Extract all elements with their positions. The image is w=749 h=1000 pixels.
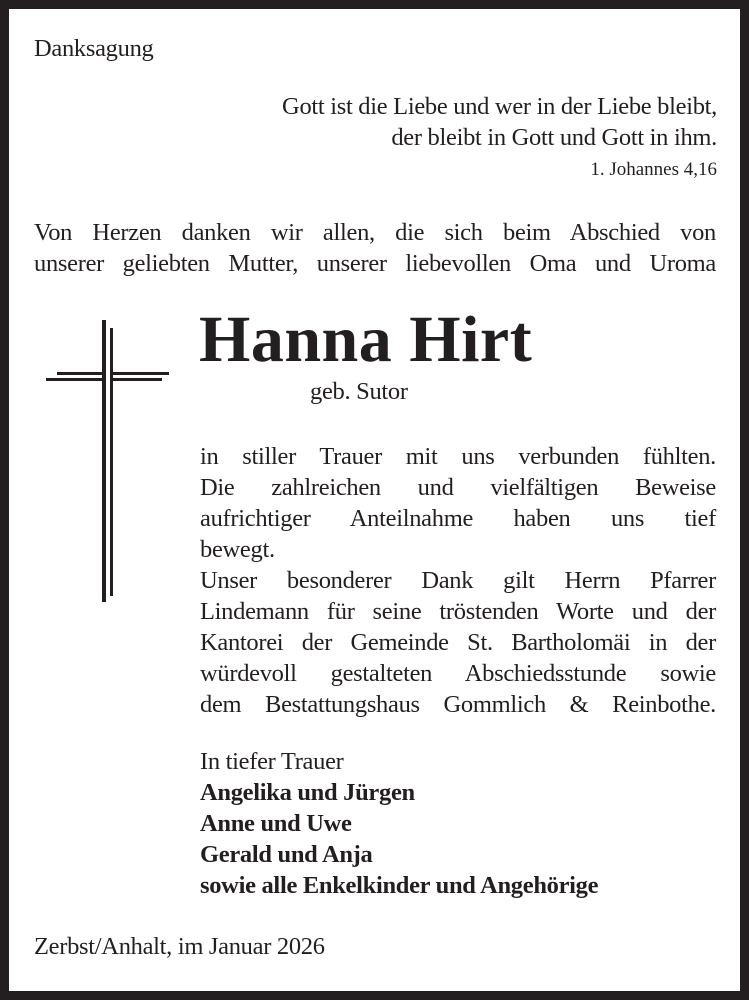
notice-heading: Danksagung — [34, 35, 154, 62]
obituary-notice — [9, 9, 740, 991]
body-line-3: aufrichtiger Anteilnahme haben uns tief — [200, 505, 716, 532]
signature-name-1: Angelika und Jürgen — [200, 779, 415, 806]
thanks-paragraph — [200, 441, 716, 720]
signature-block — [200, 746, 598, 901]
body-line-1: in stiller Trauer mit uns verbunden fühlten. — [200, 443, 716, 470]
deceased-name: Hanna Hirt — [199, 303, 533, 376]
signature-name-4: sowie alle Enkelkinder und Angehörige — [200, 872, 599, 899]
body-line-5: Unser besonderer Dank gilt Herrn Pfarrer — [200, 567, 716, 594]
body-line-2: Die zahlreichen und vielfältigen Beweise — [200, 474, 716, 501]
signature-name-3: Gerald und Anja — [200, 841, 373, 868]
verse-reference: 1. Johannes 4,16 — [590, 159, 717, 180]
intro-paragraph — [34, 217, 716, 279]
signature-intro: In tiefer Trauer — [200, 748, 344, 775]
signature-name-2: Anne und Uwe — [200, 810, 352, 837]
body-line-6: Lindemann für seine tröstenden Worte und der — [200, 598, 716, 625]
intro-line-1: Von Herzen danken wir allen, die sich beim Abschied von — [34, 219, 716, 246]
body-line-9: dem Bestattungshaus Gommlich & Reinbothe. — [200, 691, 716, 718]
verse-line-1: Gott ist die Liebe und wer in der Liebe bleibt, — [282, 93, 717, 120]
body-line-7: Kantorei der Gemeinde St. Bartholomäi in der — [200, 629, 716, 656]
birth-name: geb. Sutor — [310, 378, 408, 405]
place-date: Zerbst/Anhalt, im Januar 2026 — [34, 933, 325, 960]
verse-line-2: der bleibt in Gott und Gott in ihm. — [391, 124, 717, 151]
cross-icon — [46, 320, 171, 605]
bible-verse — [159, 91, 717, 153]
intro-line-2: unserer geliebten Mutter, unserer liebevollen Oma und Uroma — [34, 250, 716, 277]
body-line-8: würdevoll gestalteten Abschiedsstunde sowie — [200, 660, 716, 687]
body-line-4: bewegt. — [200, 536, 275, 563]
